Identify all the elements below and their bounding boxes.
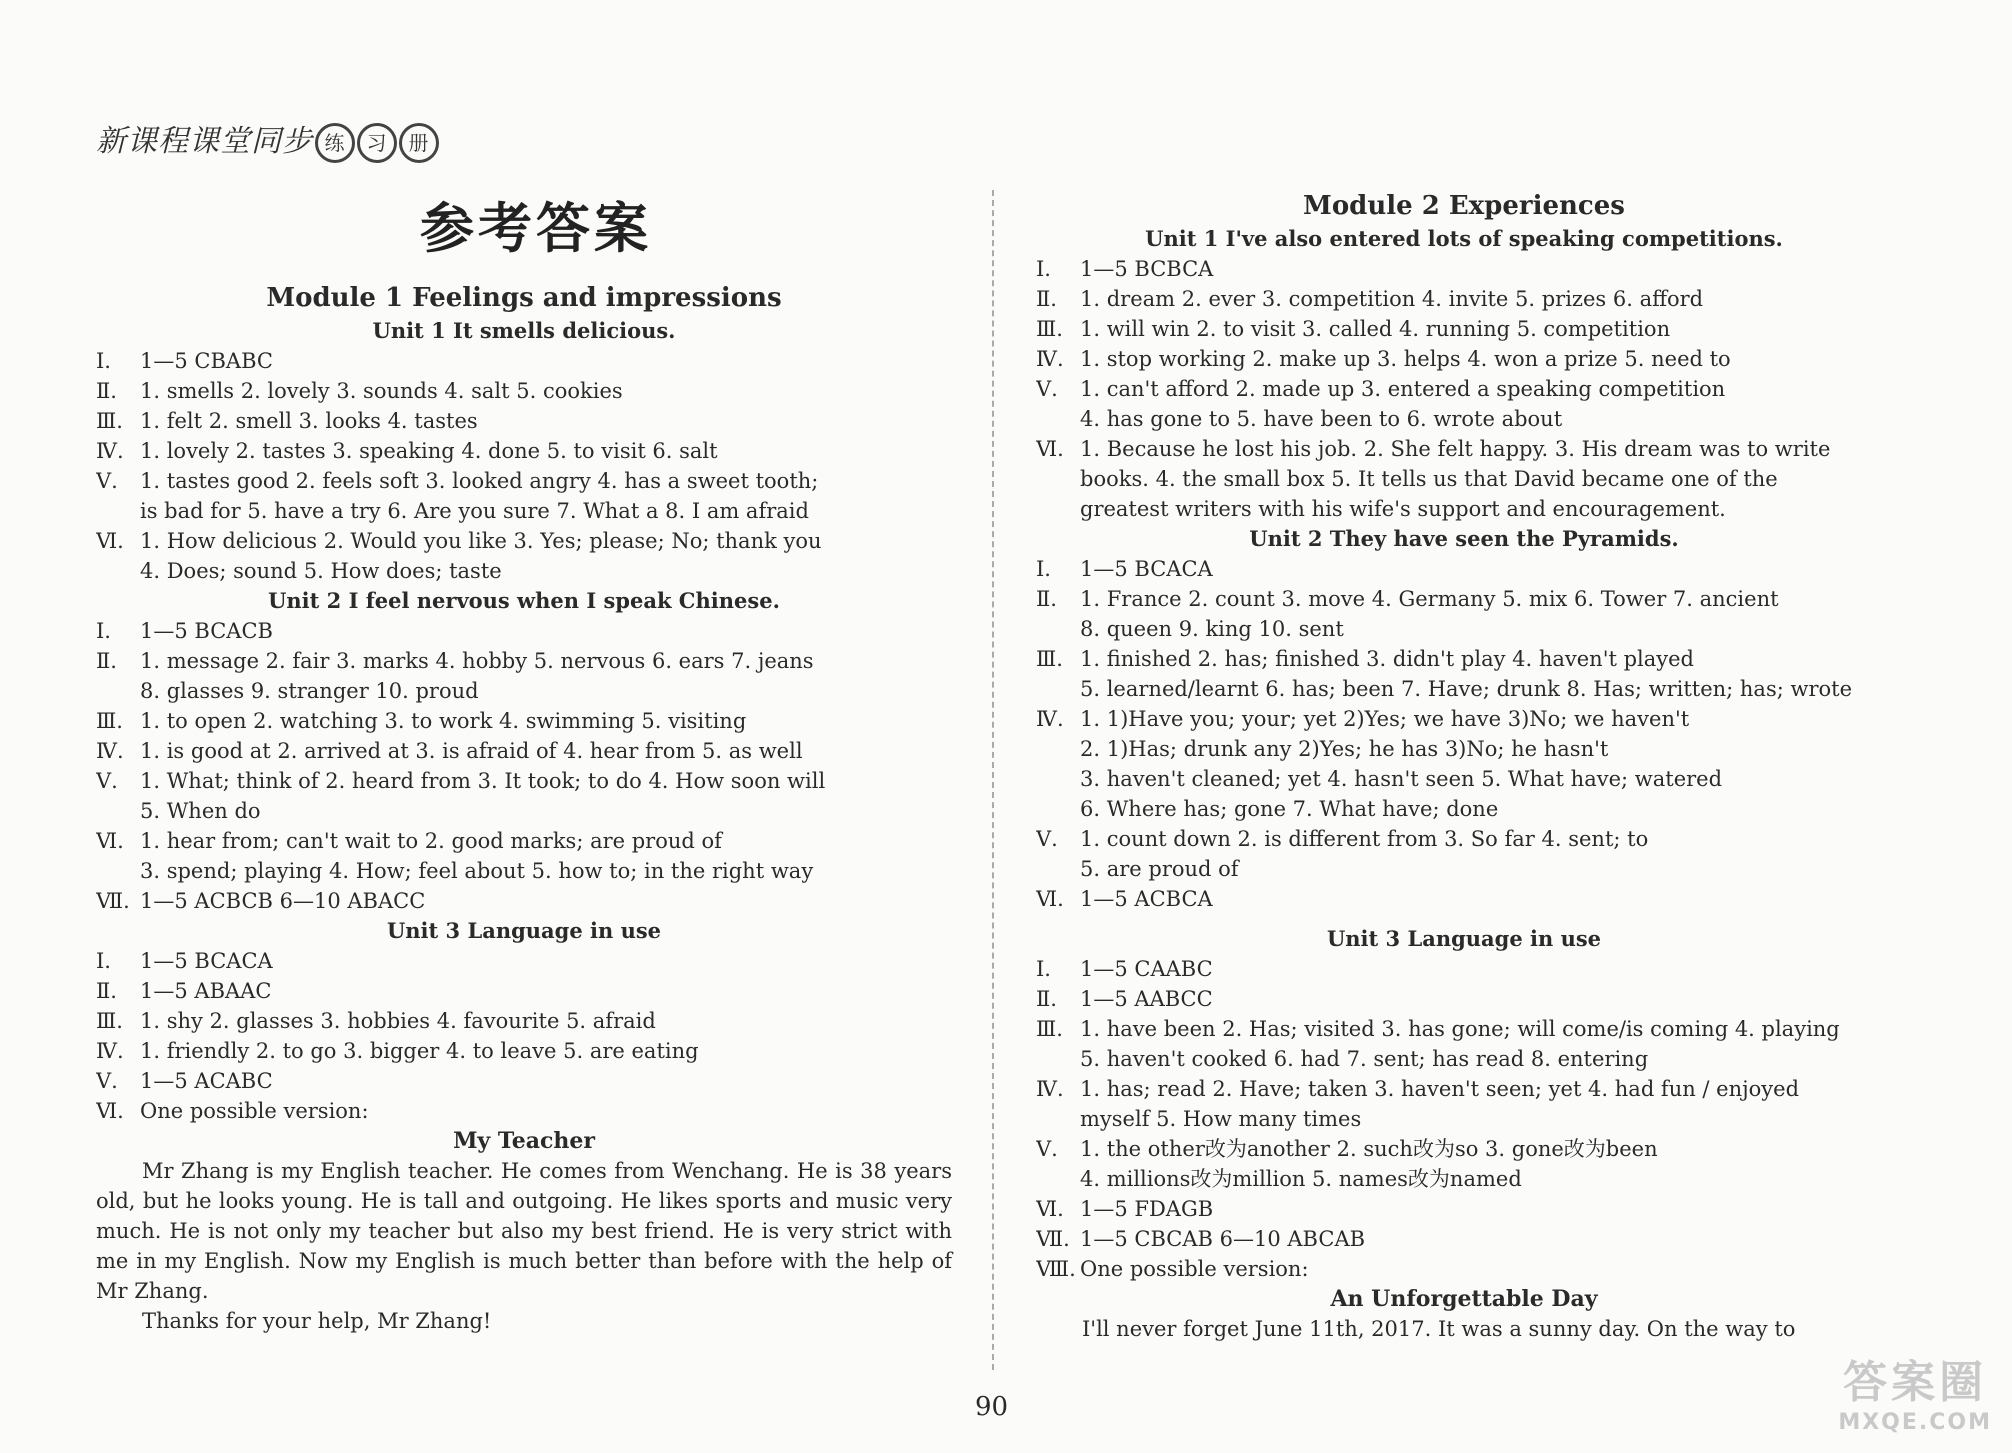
answer-line xyxy=(1036,374,1892,404)
answer-line xyxy=(96,406,952,436)
answer-text: 1. tastes good 2. feels soft 3. looked angry 4. has a sweet tooth; xyxy=(140,469,819,493)
module-title: Module 1 Feelings and impressions xyxy=(266,283,782,313)
answer-line xyxy=(1036,644,1892,674)
answer-line xyxy=(1036,704,1892,734)
answer-line xyxy=(96,616,952,646)
section-number: Ⅲ. xyxy=(1036,647,1063,671)
answer-line xyxy=(96,646,952,676)
answer-line xyxy=(96,1036,952,1066)
unit-title: Unit 2 I feel nervous when I speak Chinese. xyxy=(268,588,780,613)
answer-text: 1. 1)Have you; your; yet 2)Yes; we have 3)No; we haven't xyxy=(1080,707,1690,731)
answer-line xyxy=(1036,614,1892,644)
unit-title: Unit 3 Language in use xyxy=(1326,926,1602,951)
section-number: Ⅴ. xyxy=(1036,377,1058,401)
series-name: 新课程课堂同步 xyxy=(96,124,313,159)
answer-text: One possible version: xyxy=(140,1099,369,1123)
answer-line xyxy=(1036,404,1892,434)
answer-text: 5. learned/learnt 6. has; been 7. Have; drunk 8. Has; written; has; wrote xyxy=(1080,677,1853,701)
section-number: Ⅱ. xyxy=(96,379,117,403)
answer-line xyxy=(1036,254,1892,284)
answer-text: 1. has; read 2. Have; taken 3. haven't seen; yet 4. had fun / enjoyed xyxy=(1080,1077,1800,1101)
answer-line xyxy=(96,676,952,706)
section-number: Ⅵ. xyxy=(1036,1197,1064,1221)
section-number: Ⅵ. xyxy=(96,829,124,853)
section-number: Ⅷ. xyxy=(1036,1257,1076,1281)
answer-line xyxy=(1036,1014,1892,1044)
section-number: Ⅶ. xyxy=(1036,1227,1070,1251)
answer-line xyxy=(96,346,952,376)
answer-text: 1. is good at 2. arrived at 3. is afraid of 4. hear from 5. as well xyxy=(140,739,803,763)
answer-line xyxy=(1036,1104,1892,1134)
answer-text: 6. Where has; gone 7. What have; done xyxy=(1080,797,1499,821)
answer-text: 1. to open 2. watching 3. to work 4. swimming 5. visiting xyxy=(140,709,747,733)
answer-text: 1. count down 2. is different from 3. So far 4. sent; to xyxy=(1080,827,1649,851)
answer-text: 1—5 BCACB xyxy=(140,619,273,643)
answer-text: 4. has gone to 5. have been to 6. wrote about xyxy=(1080,407,1563,431)
answer-line xyxy=(1036,674,1892,704)
answer-text: 1. hear from; can't wait to 2. good marks; are proud of xyxy=(140,829,722,853)
essay-paragraph: Mr Zhang is my English teacher. He comes from Wenchang. He is 38 years old, but he looks young. He is tall and outgoing. He likes sports and music very much. He is not only my teacher but also my best friend. He is very strict with me in my English. Now my English is much better than before with the help of Mr Zhang. xyxy=(96,1159,952,1303)
answer-text: 1—5 CBCAB 6—10 ABCAB xyxy=(1080,1227,1366,1251)
answer-text: 1. will win 2. to visit 3. called 4. running 5. competition xyxy=(1080,317,1671,341)
answer-text: 1. Because he lost his job. 2. She felt happy. 3. His dream was to write xyxy=(1080,437,1831,461)
answer-text: 4. Does; sound 5. How does; taste xyxy=(140,559,502,583)
essay-paragraph: I'll never forget June 11th, 2017. It was a sunny day. On the way to xyxy=(1082,1317,1796,1341)
section-number: Ⅱ. xyxy=(1036,287,1057,311)
answer-line xyxy=(96,466,952,496)
answer-line xyxy=(96,946,952,976)
answer-line xyxy=(96,856,952,886)
answer-text: 8. glasses 9. stranger 10. proud xyxy=(140,679,479,703)
answer-text: 1. dream 2. ever 3. competition 4. invite 5. prizes 6. afford xyxy=(1080,287,1704,311)
answer-line xyxy=(1036,1194,1892,1224)
section-number: Ⅲ. xyxy=(96,709,123,733)
essay-paragraph: Thanks for your help, Mr Zhang! xyxy=(142,1309,492,1333)
answer-line xyxy=(96,886,952,916)
section-number: Ⅰ. xyxy=(96,619,111,643)
answer-line xyxy=(1036,1074,1892,1104)
answer-line xyxy=(96,826,952,856)
section-number: Ⅰ. xyxy=(1036,957,1051,981)
answer-text: 1—5 FDAGB xyxy=(1080,1197,1214,1221)
answer-text: books. 4. the small box 5. It tells us that David became one of the xyxy=(1080,467,1778,491)
answer-line xyxy=(1036,1134,1892,1164)
answer-line xyxy=(1036,284,1892,314)
answer-line xyxy=(96,556,952,586)
watermark xyxy=(1838,1346,1992,1435)
section-number: Ⅴ. xyxy=(1036,1137,1058,1161)
section-number: Ⅱ. xyxy=(96,649,117,673)
answer-text: 1—5 CBABC xyxy=(140,349,273,373)
section-number: Ⅳ. xyxy=(96,739,124,763)
answer-text: 1. the other改为another 2. such改为so 3. gone改为been xyxy=(1080,1137,1658,1161)
answer-text: 5. are proud of xyxy=(1080,857,1239,881)
answer-line xyxy=(96,766,952,796)
answer-line xyxy=(1036,734,1892,764)
answer-line xyxy=(96,736,952,766)
section-number: Ⅰ. xyxy=(96,949,111,973)
answer-text: 1. stop working 2. make up 3. helps 4. won a prize 5. need to xyxy=(1080,347,1731,371)
answer-text: 5. When do xyxy=(140,799,261,823)
section-number: Ⅴ. xyxy=(96,769,118,793)
answer-line xyxy=(1036,554,1892,584)
answer-text: 1. What; think of 2. heard from 3. It took; to do 4. How soon will xyxy=(140,769,826,793)
section-number: Ⅱ. xyxy=(1036,587,1057,611)
page-title: 参考答案 xyxy=(420,196,652,260)
unit-title: Unit 1 I've also entered lots of speaking competitions. xyxy=(1145,226,1783,251)
answer-line xyxy=(96,1066,952,1096)
section-number: Ⅲ. xyxy=(1036,317,1063,341)
answer-text: 1—5 BCACA xyxy=(140,949,273,973)
answer-text: One possible version: xyxy=(1080,1257,1309,1281)
answer-text: 1. smells 2. lovely 3. sounds 4. salt 5. cookies xyxy=(140,379,623,403)
answer-text: 1—5 BCBCA xyxy=(1080,257,1214,281)
left-column xyxy=(96,280,952,1336)
right-column xyxy=(1036,188,1892,1344)
answer-text: 4. millions改为million 5. names改为named xyxy=(1080,1167,1522,1191)
section-number: Ⅰ. xyxy=(96,349,111,373)
series-header xyxy=(96,116,439,163)
essay-title: My Teacher xyxy=(453,1128,595,1154)
answer-text: greatest writers with his wife's support and encouragement. xyxy=(1080,497,1726,521)
section-number: Ⅵ. xyxy=(1036,437,1064,461)
section-number: Ⅲ. xyxy=(96,409,123,433)
column-divider xyxy=(992,190,994,1370)
answer-text: 1—5 BCACA xyxy=(1080,557,1213,581)
answer-line xyxy=(1036,434,1892,464)
answer-line xyxy=(1036,1254,1892,1284)
section-number: Ⅰ. xyxy=(1036,557,1051,581)
answer-text: 1. friendly 2. to go 3. bigger 4. to leave 5. are eating xyxy=(140,1039,699,1063)
answer-text: 1—5 ACBCB 6—10 ABACC xyxy=(140,889,426,913)
section-number: Ⅳ. xyxy=(1036,347,1064,371)
answer-text: 1—5 ACBCA xyxy=(1080,887,1213,911)
answer-line xyxy=(1036,1164,1892,1194)
answer-line xyxy=(1036,854,1892,884)
answer-line xyxy=(96,1096,952,1126)
answer-line xyxy=(1036,464,1892,494)
section-number: Ⅴ. xyxy=(96,469,118,493)
answer-text: 8. queen 9. king 10. sent xyxy=(1080,617,1344,641)
section-number: Ⅵ. xyxy=(1036,887,1064,911)
answer-line xyxy=(1036,314,1892,344)
answer-text: 1—5 CAABC xyxy=(1080,957,1213,981)
answer-text: 3. spend; playing 4. How; feel about 5. how to; in the right way xyxy=(140,859,814,883)
answer-line xyxy=(1036,824,1892,854)
page-number: 90 xyxy=(975,1392,1009,1422)
unit-title: Unit 3 Language in use xyxy=(386,918,662,943)
stamp-1: 练 xyxy=(315,123,355,163)
section-number: Ⅶ. xyxy=(96,889,130,913)
answer-line xyxy=(1036,1044,1892,1074)
unit-title: Unit 2 They have seen the Pyramids. xyxy=(1249,526,1679,551)
answer-line xyxy=(1036,494,1892,524)
section-number: Ⅵ. xyxy=(96,1099,124,1123)
section-number: Ⅲ. xyxy=(96,1009,123,1033)
section-number: Ⅳ. xyxy=(1036,1077,1064,1101)
answer-text: 3. haven't cleaned; yet 4. hasn't seen 5. What have; watered xyxy=(1080,767,1723,791)
answer-line xyxy=(96,1006,952,1036)
answer-text: 1—5 ACABC xyxy=(140,1069,273,1093)
answer-line xyxy=(1036,984,1892,1014)
section-number: Ⅴ. xyxy=(96,1069,118,1093)
answer-line xyxy=(96,796,952,826)
answer-line xyxy=(96,496,952,526)
answer-line xyxy=(96,436,952,466)
answer-line xyxy=(1036,764,1892,794)
section-number: Ⅴ. xyxy=(1036,827,1058,851)
answer-line xyxy=(96,376,952,406)
answer-line xyxy=(1036,1224,1892,1254)
answer-text: 1. lovely 2. tastes 3. speaking 4. done 5. to visit 6. salt xyxy=(140,439,718,463)
answer-text: 1. shy 2. glasses 3. hobbies 4. favourite 5. afraid xyxy=(140,1009,656,1033)
answer-text: 1. felt 2. smell 3. looks 4. tastes xyxy=(140,409,478,433)
section-number: Ⅲ. xyxy=(1036,1017,1063,1041)
section-number: Ⅱ. xyxy=(96,979,117,1003)
essay-title: An Unforgettable Day xyxy=(1330,1286,1598,1312)
section-number: Ⅳ. xyxy=(96,439,124,463)
answer-line xyxy=(1036,884,1892,914)
answer-text: 2. 1)Has; drunk any 2)Yes; he has 3)No; he hasn't xyxy=(1080,737,1609,761)
section-number: Ⅱ. xyxy=(1036,987,1057,1011)
stamp-2: 习 xyxy=(357,123,397,163)
answer-text: 1. message 2. fair 3. marks 4. hobby 5. nervous 6. ears 7. jeans xyxy=(140,649,814,673)
section-number: Ⅵ. xyxy=(96,529,124,553)
answer-text: myself 5. How many times xyxy=(1080,1107,1362,1131)
answer-text: 5. haven't cooked 6. had 7. sent; has read 8. entering xyxy=(1080,1047,1649,1071)
answer-line xyxy=(96,526,952,556)
watermark-site: MXQE.COM xyxy=(1838,1410,1992,1435)
answer-line xyxy=(1036,794,1892,824)
answer-line xyxy=(1036,344,1892,374)
answer-text: 1. How delicious 2. Would you like 3. Yes; please; No; thank you xyxy=(140,529,822,553)
answer-text: 1—5 AABCC xyxy=(1080,987,1213,1011)
answer-line xyxy=(1036,584,1892,614)
answer-text: 1. have been 2. Has; visited 3. has gone; will come/is coming 4. playing xyxy=(1080,1017,1840,1041)
unit-title: Unit 1 It smells delicious. xyxy=(372,318,676,343)
answer-line xyxy=(96,976,952,1006)
answer-text: 1. France 2. count 3. move 4. Germany 5. mix 6. Tower 7. ancient xyxy=(1080,587,1779,611)
answer-line xyxy=(96,706,952,736)
section-number: Ⅳ. xyxy=(96,1039,124,1063)
section-number: Ⅰ. xyxy=(1036,257,1051,281)
answer-line xyxy=(1036,954,1892,984)
stamp-3: 册 xyxy=(399,123,439,163)
module-title: Module 2 Experiences xyxy=(1303,191,1625,221)
answer-text: 1. finished 2. has; finished 3. didn't play 4. haven't played xyxy=(1080,647,1695,671)
answer-text: is bad for 5. have a try 6. Are you sure 7. What a 8. I am afraid xyxy=(140,499,809,523)
watermark-logo: 答案圈 xyxy=(1843,1357,1988,1408)
section-number: Ⅳ. xyxy=(1036,707,1064,731)
answer-text: 1—5 ABAAC xyxy=(140,979,272,1003)
answer-text: 1. can't afford 2. made up 3. entered a speaking competition xyxy=(1080,377,1726,401)
